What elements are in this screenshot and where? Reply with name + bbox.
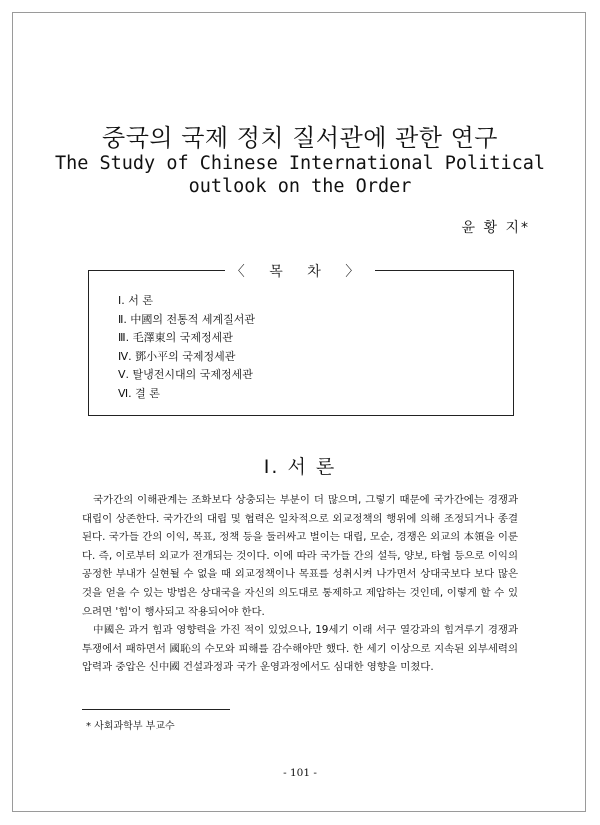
toc-item-4: Ⅳ. 鄧小平의 국제정세관 bbox=[118, 349, 236, 363]
toc-item-3: Ⅲ. 毛澤東의 국제정세관 bbox=[118, 331, 233, 344]
toc-item-1: Ⅰ. 서 론 bbox=[118, 294, 153, 307]
toc-item-5: Ⅴ. 탈냉전시대의 국제정세관 bbox=[118, 368, 253, 381]
title-english-line-2: outlook on the Order bbox=[188, 176, 412, 197]
footnote: * 사회과학부 부교수 bbox=[86, 721, 175, 732]
title-korean: 중국의 국제 정치 질서관에 관한 연구 bbox=[102, 124, 498, 152]
section-heading: Ⅰ. 서 론 bbox=[263, 456, 337, 478]
paragraph-2: 中國은 과거 힘과 영향력을 가진 적이 있었으나, 19세기 이래 서구 열강과의 힘겨루기 경쟁과 투쟁에서 패하면서 國恥의 수모와 피해를 감수해야만 했다. 한 세기 이상으로 지속된 외부세력의 압력과 중압은 신中國 건설과정과 국가 운영과정에서도 심대한 영향을 미쳤다. bbox=[82, 624, 518, 674]
paragraph-1: 국가간의 이해관계는 조화보다 상충되는 부분이 더 많으며, 그렇기 때문에 국가간에는 경쟁과 대립이 상존한다. 국가간의 대립 및 협력은 일차적으로 외교정책의 행위에 의해 조정되거나 종결된다. 국가들 간의 이익, 목표, 정책 등을 둘러싸고 벌이는 대립, 모순, 경쟁은 외교의 本領을 이룬다. 즉, 이로부터 외교가 전개되는 것이다. 이에 따라 국가들 간의 설득, 양보, 타협 등으로 이익의 공정한 부내가 실현될 수 없을 때 외교정책이나 목표를 성취시켜 나가면서 상대국보다 보다 많은 것을 얻을 수 있는 방법은 상대국을 자신의 의도대로 통제하고 제압하는 것인데, 이렇게 할 수 있으려면 '힘'이 행사되고 작용되어야 한다. bbox=[82, 494, 518, 618]
title-english-line-1: The Study of Chinese International Political bbox=[54, 153, 546, 174]
toc-list bbox=[118, 292, 255, 403]
toc-heading-wrap bbox=[0, 261, 600, 281]
page-number: - 101 - bbox=[283, 767, 317, 779]
toc-heading: 〈 목 차 〉 bbox=[225, 264, 375, 280]
title-english bbox=[0, 152, 600, 198]
toc-item-2: Ⅱ. 中國의 전통적 세계질서관 bbox=[118, 312, 256, 326]
author-name: 윤 황 지* bbox=[461, 220, 530, 236]
body-text bbox=[82, 491, 518, 677]
toc-item-6: Ⅵ. 결 론 bbox=[118, 386, 160, 400]
footnote-divider bbox=[82, 709, 230, 710]
